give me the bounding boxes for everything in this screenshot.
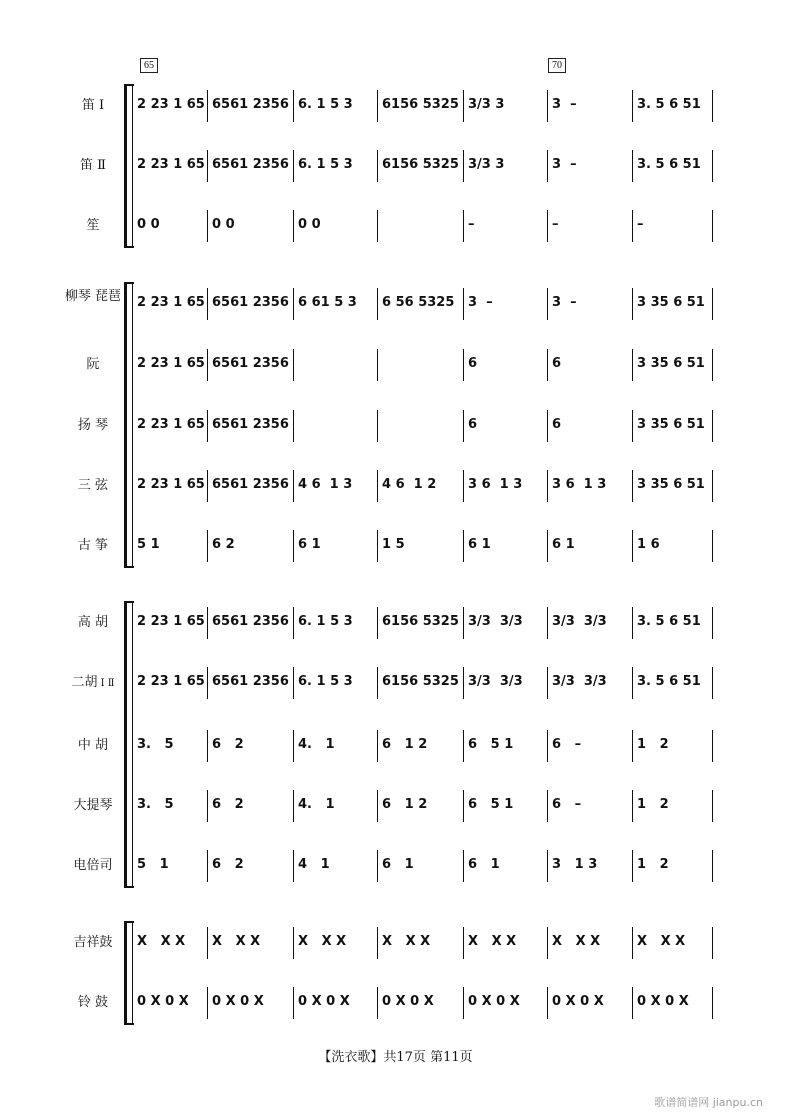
system-barline xyxy=(132,282,133,568)
barline xyxy=(632,987,633,1019)
barline xyxy=(293,730,294,762)
measure-di2-3: 6. 1 5 3 xyxy=(298,157,353,172)
measure-di1-3: 6. 1 5 3 xyxy=(298,97,353,112)
measure-guzheng-1: 5 1 xyxy=(137,537,160,552)
group-bracket-3 xyxy=(124,601,127,888)
barline xyxy=(463,927,464,959)
measure-gaohu-7: 3. 5 6 51 xyxy=(637,614,701,629)
barline xyxy=(632,607,633,639)
barline xyxy=(293,349,294,381)
measure-sanxian-4: 4 6 1 2 xyxy=(382,477,437,492)
barline xyxy=(207,987,208,1019)
measure-datiqin-1: 3. 5 xyxy=(137,797,174,812)
barline xyxy=(632,349,633,381)
barline xyxy=(632,210,633,242)
measure-linggu-1: 0 X 0 X xyxy=(137,994,189,1009)
measure-sanxian-2: 6561 2356 xyxy=(212,477,289,492)
barline xyxy=(712,987,713,1019)
measure-beisi-4: 6 1 xyxy=(382,857,414,872)
measure-sanxian-6: 3 6 1 3 xyxy=(552,477,607,492)
barline xyxy=(377,470,378,502)
instrument-label-datiqin: 大提琴 xyxy=(73,798,113,813)
measure-zhonghu-6: 6 – xyxy=(552,737,582,752)
measure-yangqin-6: 6 xyxy=(552,417,562,432)
measure-guzheng-4: 1 5 xyxy=(382,537,405,552)
group-bracket-1 xyxy=(124,84,127,248)
measure-beisi-3: 4 1 xyxy=(298,857,330,872)
measure-erhu-6: 3/3 3/3 xyxy=(552,674,607,689)
barline xyxy=(293,530,294,562)
measure-gaohu-2: 6561 2356 xyxy=(212,614,289,629)
measure-di2-5: 3/3 3 xyxy=(468,157,505,172)
barline xyxy=(463,210,464,242)
measure-di1-1: 2 23 1 65 xyxy=(137,97,205,112)
barline xyxy=(293,927,294,959)
barline xyxy=(547,730,548,762)
measure-yangqin-1: 2 23 1 65 xyxy=(137,417,205,432)
barline xyxy=(632,790,633,822)
measure-liuqin-1: 2 23 1 65 xyxy=(137,295,205,310)
measure-di1-2: 6561 2356 xyxy=(212,97,289,112)
measure-linggu-5: 0 X 0 X xyxy=(468,994,520,1009)
measure-sheng-2: 0 0 xyxy=(212,217,235,232)
barline xyxy=(547,90,548,122)
measure-jixianggu-1: X X X xyxy=(137,934,186,949)
barline xyxy=(463,90,464,122)
measure-liuqin-3: 6 61 5 3 xyxy=(298,295,357,310)
barline xyxy=(377,607,378,639)
barline xyxy=(712,530,713,562)
barline xyxy=(207,927,208,959)
measure-di2-1: 2 23 1 65 xyxy=(137,157,205,172)
measure-ruan-2: 6561 2356 xyxy=(212,356,289,371)
barline xyxy=(463,607,464,639)
measure-linggu-7: 0 X 0 X xyxy=(637,994,689,1009)
measure-sanxian-5: 3 6 1 3 xyxy=(468,477,523,492)
barline xyxy=(463,349,464,381)
measure-ruan-6: 6 xyxy=(552,356,562,371)
measure-jixianggu-3: X X X xyxy=(298,934,347,949)
barline xyxy=(712,90,713,122)
barline xyxy=(463,667,464,699)
barline xyxy=(712,607,713,639)
barline xyxy=(632,470,633,502)
measure-jixianggu-7: X X X xyxy=(637,934,686,949)
measure-ruan-7: 3 35 6 51 xyxy=(637,356,705,371)
barline xyxy=(712,150,713,182)
barline xyxy=(293,987,294,1019)
measure-guzheng-7: 1 6 xyxy=(637,537,660,552)
page-footer: 【洗衣歌】共17页 第11页 xyxy=(318,1050,473,1065)
measure-zhonghu-5: 6 5 1 xyxy=(468,737,514,752)
barline xyxy=(293,667,294,699)
barline xyxy=(207,150,208,182)
barline xyxy=(632,288,633,320)
measure-ruan-5: 6 xyxy=(468,356,478,371)
measure-erhu-1: 2 23 1 65 xyxy=(137,674,205,689)
measure-liuqin-4: 6 56 5325 xyxy=(382,295,455,310)
measure-beisi-6: 3 1 3 xyxy=(552,857,598,872)
barline xyxy=(632,530,633,562)
measure-datiqin-5: 6 5 1 xyxy=(468,797,514,812)
barline xyxy=(632,667,633,699)
measure-di2-6: 3 – xyxy=(552,157,577,172)
barline xyxy=(377,410,378,442)
measure-liuqin-5: 3 – xyxy=(468,295,493,310)
barline xyxy=(207,410,208,442)
barline xyxy=(463,470,464,502)
barline xyxy=(377,150,378,182)
instrument-label-sanxian: 三 弦 xyxy=(77,478,109,493)
barline xyxy=(377,927,378,959)
measure-zhonghu-4: 6 1 2 xyxy=(382,737,428,752)
measure-gaohu-3: 6. 1 5 3 xyxy=(298,614,353,629)
barline xyxy=(377,790,378,822)
measure-erhu-4: 6156 5325 xyxy=(382,674,459,689)
barline xyxy=(377,730,378,762)
barline xyxy=(632,730,633,762)
measure-linggu-3: 0 X 0 X xyxy=(298,994,350,1009)
measure-yangqin-5: 6 xyxy=(468,417,478,432)
measure-beisi-1: 5 1 xyxy=(137,857,169,872)
measure-sheng-6: – xyxy=(552,217,559,232)
group-bracket-2 xyxy=(124,282,127,568)
instrument-label-di2: 笛 Ⅱ xyxy=(80,158,106,173)
measure-di2-2: 6561 2356 xyxy=(212,157,289,172)
barline xyxy=(293,607,294,639)
measure-number-65: 65 xyxy=(140,58,158,73)
barline xyxy=(377,349,378,381)
barline xyxy=(632,850,633,882)
measure-jixianggu-4: X X X xyxy=(382,934,431,949)
barline xyxy=(547,470,548,502)
measure-erhu-2: 6561 2356 xyxy=(212,674,289,689)
barline xyxy=(712,850,713,882)
measure-liuqin-6: 3 – xyxy=(552,295,577,310)
instrument-label-zhonghu: 中 胡 xyxy=(77,738,109,753)
measure-zhonghu-2: 6 2 xyxy=(212,737,244,752)
barline xyxy=(712,410,713,442)
system-barline xyxy=(132,601,133,888)
measure-erhu-5: 3/3 3/3 xyxy=(468,674,523,689)
barline xyxy=(463,730,464,762)
barline xyxy=(293,470,294,502)
instrument-sublabel: Ⅰ Ⅱ xyxy=(97,678,115,689)
measure-datiqin-4: 6 1 2 xyxy=(382,797,428,812)
barline xyxy=(547,150,548,182)
barline xyxy=(632,150,633,182)
measure-datiqin-2: 6 2 xyxy=(212,797,244,812)
measure-di1-4: 6156 5325 xyxy=(382,97,459,112)
measure-sanxian-1: 2 23 1 65 xyxy=(137,477,205,492)
watermark: 歌谱简谱网 jianpu.cn xyxy=(654,1096,763,1109)
instrument-label-beisi: 电倍司 xyxy=(73,858,113,873)
group-bracket-4 xyxy=(124,921,127,1025)
measure-erhu-7: 3. 5 6 51 xyxy=(637,674,701,689)
barline xyxy=(547,667,548,699)
measure-linggu-2: 0 X 0 X xyxy=(212,994,264,1009)
barline xyxy=(377,210,378,242)
measure-datiqin-3: 4. 1 xyxy=(298,797,335,812)
measure-zhonghu-7: 1 2 xyxy=(637,737,669,752)
barline xyxy=(463,288,464,320)
barline xyxy=(207,90,208,122)
barline xyxy=(547,850,548,882)
barline xyxy=(712,470,713,502)
measure-sheng-3: 0 0 xyxy=(298,217,321,232)
barline xyxy=(207,470,208,502)
measure-di1-7: 3. 5 6 51 xyxy=(637,97,701,112)
barline xyxy=(463,530,464,562)
instrument-label-linggu: 铃 鼓 xyxy=(77,995,109,1010)
barline xyxy=(547,410,548,442)
barline xyxy=(632,927,633,959)
barline xyxy=(293,288,294,320)
measure-di2-7: 3. 5 6 51 xyxy=(637,157,701,172)
measure-erhu-3: 6. 1 5 3 xyxy=(298,674,353,689)
barline xyxy=(712,927,713,959)
barline xyxy=(377,90,378,122)
instrument-label-erhu: 二胡 Ⅰ Ⅱ xyxy=(71,675,115,690)
barline xyxy=(293,150,294,182)
instrument-label-jixianggu: 吉祥鼓 xyxy=(73,935,113,950)
measure-jixianggu-6: X X X xyxy=(552,934,601,949)
barline xyxy=(377,850,378,882)
instrument-label-gaohu: 高 胡 xyxy=(77,615,109,630)
measure-linggu-4: 0 X 0 X xyxy=(382,994,434,1009)
measure-sanxian-7: 3 35 6 51 xyxy=(637,477,705,492)
measure-beisi-7: 1 2 xyxy=(637,857,669,872)
barline xyxy=(293,210,294,242)
measure-gaohu-1: 2 23 1 65 xyxy=(137,614,205,629)
barline xyxy=(207,667,208,699)
instrument-label-yangqin: 扬 琴 xyxy=(77,418,109,433)
instrument-label-ruan: 阮 xyxy=(86,357,100,372)
barline xyxy=(207,850,208,882)
barline xyxy=(712,349,713,381)
barline xyxy=(712,667,713,699)
barline xyxy=(377,530,378,562)
barline xyxy=(547,927,548,959)
barline xyxy=(712,210,713,242)
measure-number-70: 70 xyxy=(548,58,566,73)
measure-sheng-5: – xyxy=(468,217,475,232)
barline xyxy=(207,210,208,242)
barline xyxy=(293,790,294,822)
barline xyxy=(463,150,464,182)
barline xyxy=(207,288,208,320)
measure-jixianggu-5: X X X xyxy=(468,934,517,949)
measure-guzheng-6: 6 1 xyxy=(552,537,575,552)
barline xyxy=(293,850,294,882)
measure-zhonghu-3: 4. 1 xyxy=(298,737,335,752)
measure-datiqin-7: 1 2 xyxy=(637,797,669,812)
barline xyxy=(632,410,633,442)
barline xyxy=(547,790,548,822)
measure-liuqin-7: 3 35 6 51 xyxy=(637,295,705,310)
barline xyxy=(463,987,464,1019)
barline xyxy=(547,210,548,242)
instrument-label-liuqin: 柳琴 琵琶 xyxy=(64,289,122,304)
measure-beisi-2: 6 2 xyxy=(212,857,244,872)
barline xyxy=(293,410,294,442)
barline xyxy=(207,349,208,381)
system-barline xyxy=(132,921,133,1025)
measure-sheng-7: – xyxy=(637,217,644,232)
measure-yangqin-7: 3 35 6 51 xyxy=(637,417,705,432)
instrument-label-guzheng: 古 筝 xyxy=(77,538,109,553)
barline xyxy=(207,530,208,562)
measure-di2-4: 6156 5325 xyxy=(382,157,459,172)
barline xyxy=(207,790,208,822)
barline xyxy=(547,288,548,320)
barline xyxy=(712,730,713,762)
measure-sheng-1: 0 0 xyxy=(137,217,160,232)
barline xyxy=(377,667,378,699)
system-barline xyxy=(132,84,133,248)
barline xyxy=(463,850,464,882)
barline xyxy=(377,987,378,1019)
barline xyxy=(547,987,548,1019)
measure-sanxian-3: 4 6 1 3 xyxy=(298,477,353,492)
measure-guzheng-3: 6 1 xyxy=(298,537,321,552)
barline xyxy=(632,90,633,122)
measure-di1-6: 3 – xyxy=(552,97,577,112)
barline xyxy=(463,790,464,822)
barline xyxy=(377,288,378,320)
barline xyxy=(712,790,713,822)
instrument-label-sheng: 笙 xyxy=(86,218,100,233)
measure-jixianggu-2: X X X xyxy=(212,934,261,949)
measure-gaohu-5: 3/3 3/3 xyxy=(468,614,523,629)
barline xyxy=(207,730,208,762)
instrument-label-di1: 笛 Ⅰ xyxy=(81,98,105,113)
measure-di1-5: 3/3 3 xyxy=(468,97,505,112)
measure-liuqin-2: 6561 2356 xyxy=(212,295,289,310)
measure-guzheng-2: 6 2 xyxy=(212,537,235,552)
barline xyxy=(463,410,464,442)
measure-guzheng-5: 6 1 xyxy=(468,537,491,552)
measure-gaohu-4: 6156 5325 xyxy=(382,614,459,629)
barline xyxy=(712,288,713,320)
measure-ruan-1: 2 23 1 65 xyxy=(137,356,205,371)
measure-beisi-5: 6 1 xyxy=(468,857,500,872)
measure-zhonghu-1: 3. 5 xyxy=(137,737,174,752)
barline xyxy=(207,607,208,639)
barline xyxy=(547,607,548,639)
measure-datiqin-6: 6 – xyxy=(552,797,582,812)
measure-gaohu-6: 3/3 3/3 xyxy=(552,614,607,629)
barline xyxy=(547,530,548,562)
measure-linggu-6: 0 X 0 X xyxy=(552,994,604,1009)
barline xyxy=(293,90,294,122)
barline xyxy=(547,349,548,381)
measure-yangqin-2: 6561 2356 xyxy=(212,417,289,432)
